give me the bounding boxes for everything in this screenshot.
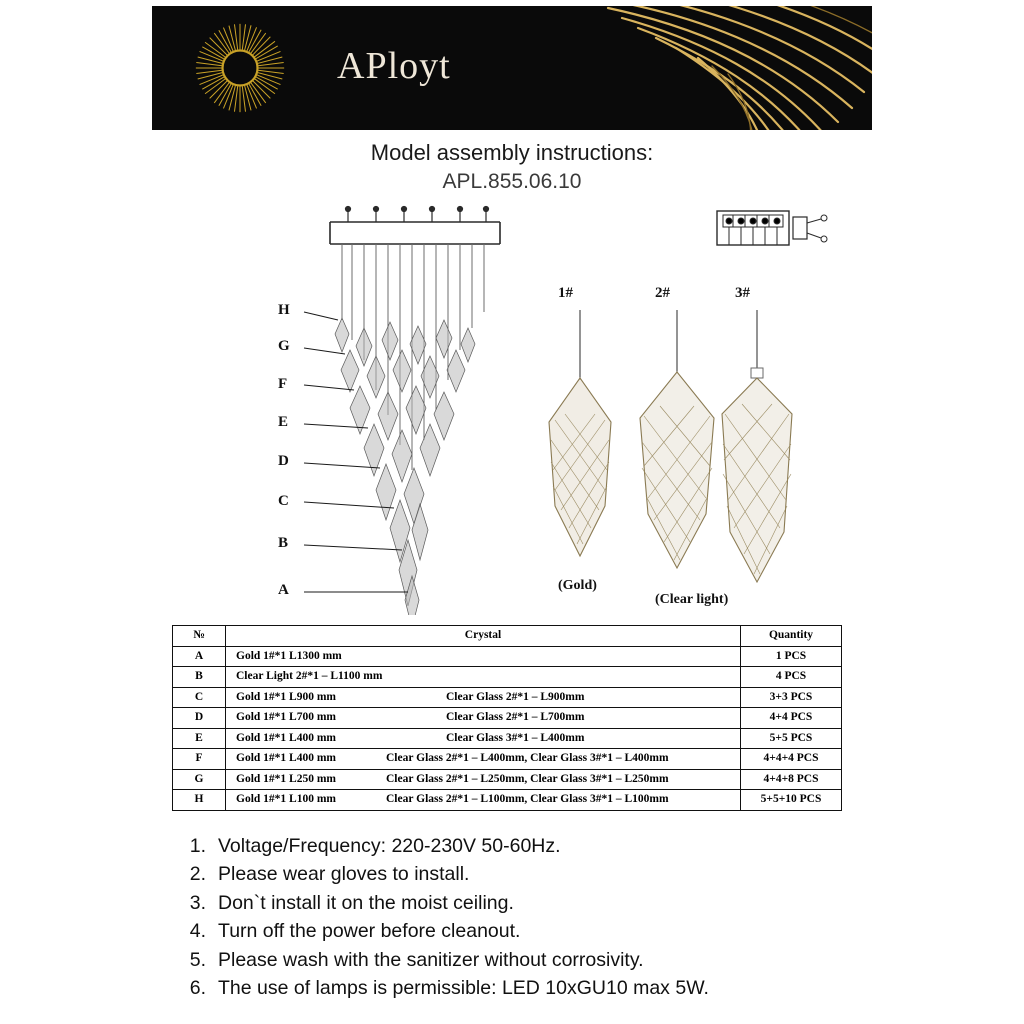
row-desc-1: Gold 1#*1 L250 mm bbox=[236, 772, 336, 785]
header-id: № bbox=[173, 626, 226, 647]
note-number: 4. bbox=[189, 920, 206, 943]
sunburst-logo-icon bbox=[194, 22, 286, 114]
table-row bbox=[173, 708, 842, 729]
note-number: 3. bbox=[189, 891, 206, 914]
table-header-row bbox=[173, 626, 842, 647]
row-desc-1: Gold 1#*1 L700 mm bbox=[236, 711, 336, 724]
row-desc-2: Clear Glass 2#*1 – L100mm, Clear Glass 3#*1 – L100mm bbox=[386, 793, 669, 806]
crystal-1-icon bbox=[525, 310, 635, 575]
note-number: 5. bbox=[189, 948, 206, 971]
row-desc-1: Gold 1#*1 L1300 mm bbox=[236, 649, 342, 662]
note-text: Please wear gloves to install. bbox=[218, 863, 470, 886]
row-qty: 4+4+4 PCS bbox=[741, 749, 842, 770]
parts-table bbox=[172, 625, 842, 811]
row-qty: 4+4+8 PCS bbox=[741, 769, 842, 790]
list-item bbox=[176, 917, 956, 945]
table-row bbox=[173, 646, 842, 667]
decorative-rays-icon bbox=[562, 6, 872, 130]
note-number: 2. bbox=[189, 863, 206, 886]
row-id: F bbox=[173, 749, 226, 770]
part-label-b: B bbox=[278, 535, 289, 551]
list-item bbox=[176, 860, 956, 888]
row-desc-1: Gold 1#*1 L100 mm bbox=[236, 793, 336, 806]
table-row bbox=[173, 769, 842, 790]
row-desc-1: Gold 1#*1 L400 mm bbox=[236, 731, 336, 744]
row-qty: 3+3 PCS bbox=[741, 687, 842, 708]
header-crystal: Crystal bbox=[226, 626, 741, 647]
note-text: The use of lamps is permissible: LED 10xGU10 max 5W. bbox=[218, 977, 709, 1000]
row-desc-1: Gold 1#*1 L900 mm bbox=[236, 690, 336, 703]
part-label-h: H bbox=[278, 302, 290, 318]
part-label-g: G bbox=[278, 338, 290, 354]
note-text: Please wash with the sanitizer without corrosivity. bbox=[218, 948, 644, 971]
row-id: H bbox=[173, 790, 226, 811]
row-desc-1: Gold 1#*1 L400 mm bbox=[236, 752, 336, 765]
crystal-number-3: 3# bbox=[735, 285, 750, 301]
list-item bbox=[176, 889, 956, 917]
crystal-1-caption: (Gold) bbox=[558, 578, 597, 593]
row-qty: 4+4 PCS bbox=[741, 708, 842, 729]
crystal-3-caption: (Clear light) bbox=[655, 592, 729, 607]
note-number: 6. bbox=[189, 977, 206, 1000]
part-label-e: E bbox=[278, 414, 289, 430]
note-number: 1. bbox=[189, 835, 206, 857]
table-row bbox=[173, 790, 842, 811]
assembly-diagram bbox=[170, 200, 860, 615]
row-qty: 1 PCS bbox=[741, 646, 842, 667]
row-desc-2: Clear Glass 2#*1 – L900mm bbox=[446, 690, 585, 703]
row-id: C bbox=[173, 687, 226, 708]
brand-name: APloyt bbox=[337, 45, 451, 87]
row-id: D bbox=[173, 708, 226, 729]
row-qty: 5+5+10 PCS bbox=[741, 790, 842, 811]
table-row bbox=[173, 667, 842, 688]
model-number: APL.855.06.10 bbox=[442, 170, 582, 193]
row-id: A bbox=[173, 646, 226, 667]
row-qty: 4 PCS bbox=[741, 667, 842, 688]
part-label-a: A bbox=[278, 582, 289, 598]
row-qty: 5+5 PCS bbox=[741, 728, 842, 749]
note-text: Don`t install it on the moist ceiling. bbox=[218, 891, 514, 914]
page-title: Model assembly instructions: bbox=[370, 140, 654, 165]
list-item bbox=[176, 832, 956, 860]
list-item bbox=[176, 946, 956, 974]
table-row bbox=[173, 728, 842, 749]
part-label-c: C bbox=[278, 493, 289, 509]
part-label-f: F bbox=[278, 376, 288, 392]
row-desc-1: Clear Light 2#*1 – L1100 mm bbox=[236, 670, 383, 683]
row-desc-2: Clear Glass 2#*1 – L400mm, Clear Glass 3#*1 – L400mm bbox=[386, 752, 669, 765]
crystal-3-icon bbox=[700, 310, 815, 600]
table-row bbox=[173, 749, 842, 770]
part-label-d: D bbox=[278, 453, 289, 469]
list-item bbox=[176, 974, 956, 1002]
row-id: E bbox=[173, 728, 226, 749]
row-id: B bbox=[173, 667, 226, 688]
note-text: Voltage/Frequency: 220-230V 50-60Hz. bbox=[218, 835, 561, 857]
crystal-number-1: 1# bbox=[558, 285, 573, 301]
row-desc-2: Clear Glass 3#*1 – L400mm bbox=[446, 731, 585, 744]
row-desc-2: Clear Glass 2#*1 – L250mm, Clear Glass 3#*1 – L250mm bbox=[386, 772, 669, 785]
safety-notes-list bbox=[176, 832, 956, 1003]
header-banner bbox=[152, 6, 872, 130]
row-desc-2: Clear Glass 2#*1 – L700mm bbox=[446, 711, 585, 724]
terminal-block-icon bbox=[715, 205, 835, 260]
header-quantity: Quantity bbox=[741, 626, 842, 647]
crystal-number-2: 2# bbox=[655, 285, 670, 301]
note-text: Turn off the power before cleanout. bbox=[218, 920, 521, 943]
row-id: G bbox=[173, 769, 226, 790]
table-row bbox=[173, 687, 842, 708]
